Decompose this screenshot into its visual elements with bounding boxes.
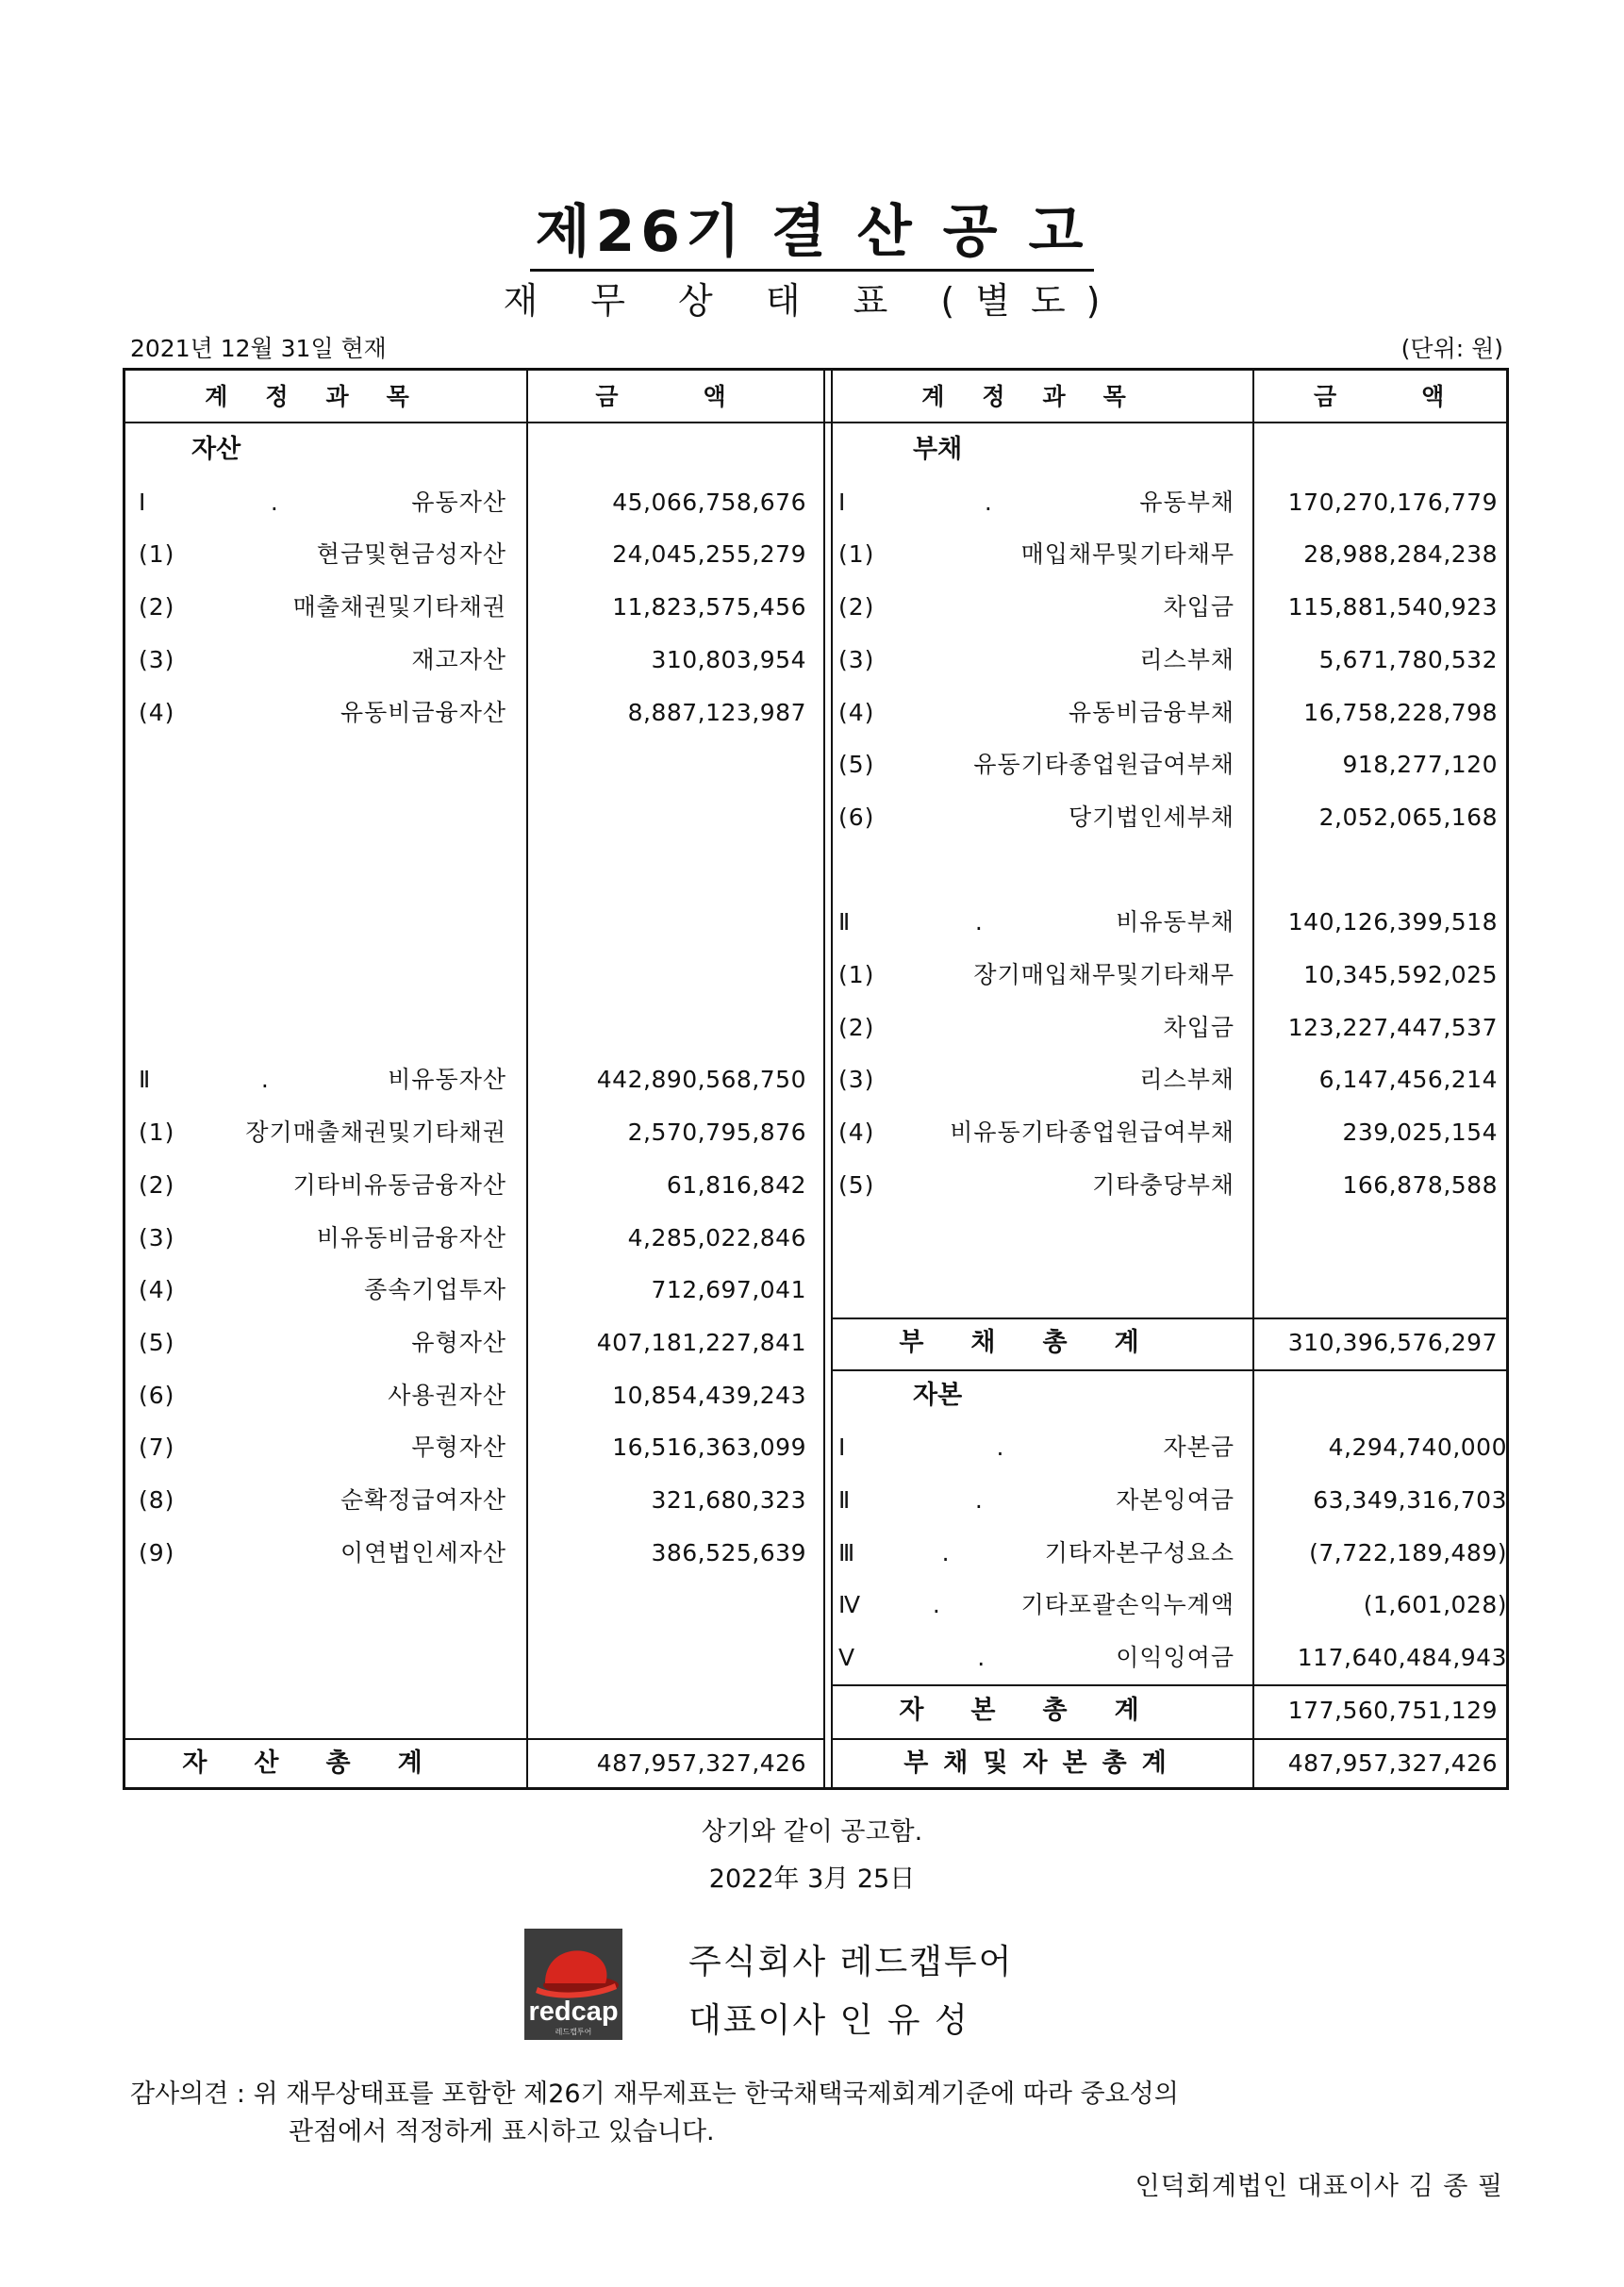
asset-row-label: (4) 종속기업투자 [139,1276,506,1304]
liability-row-label: (1) 장기매입채무및기타채무 [838,961,1235,988]
liability-row-amount: 166,878,588 [1342,1170,1498,1199]
liability-row-label: Ⅰ. 유동부채 [838,488,1235,516]
statement-subtitle: 재 무 상 태 표 (별도) [503,280,1121,322]
liability-row-label: (4) 비유동기타종업원급여부채 [838,1119,1235,1147]
equity-total-label: 자본총계 [899,1695,1186,1725]
equity-row-amount: (1,601,028) [1363,1591,1507,1619]
liability-row-label: (5) 기타충당부채 [838,1170,1235,1199]
asset-row-label: (9) 이연법인세자산 [139,1538,506,1566]
asset-row-amount: 712,697,041 [651,1276,806,1304]
asset-row-amount: 16,516,363,099 [612,1434,806,1462]
ceo-name: 대표이사 인 유 성 [688,2001,969,2040]
liability-row-amount: 115,881,540,923 [1287,593,1498,621]
liability-row-label: (6) 당기법인세부채 [838,803,1235,831]
liability-row-amount: 6,147,456,214 [1318,1066,1498,1094]
asset-row-label: (5) 유형자산 [139,1328,506,1356]
liability-row-amount: 140,126,399,518 [1287,908,1498,936]
liability-row-label: (2) 차입금 [838,593,1235,621]
equity-row-label: Ⅰ. 자본금 [838,1434,1235,1462]
header-amount-left: 금액 [595,383,811,410]
assets-total-label: 자산총계 [182,1748,470,1778]
equity-row-amount: 4,294,740,000 [1328,1434,1507,1462]
liability-row-label: Ⅱ. 비유동부채 [838,908,1235,936]
logo-wordmark: redcap [528,1997,619,2027]
assets-section-label: 자산 [191,435,241,464]
liability-row-label: (3) 리스부채 [838,645,1235,673]
asset-row-amount: 61,816,842 [666,1170,806,1199]
asset-row-label: Ⅰ. 유동자산 [139,488,506,516]
liability-row-amount: 10,345,592,025 [1303,961,1498,988]
liability-row-amount: 2,052,065,168 [1318,803,1498,831]
equity-row-amount: 117,640,484,943 [1297,1644,1507,1672]
page-title: 제26기 결 산 공 고 [0,187,1624,268]
unit-label: (단위: 원) [1400,335,1503,362]
auditor-signature: 인덕회계법인 대표이사 김 종 필 [1135,2172,1503,2201]
asset-row-amount: 442,890,568,750 [596,1066,806,1094]
liability-row-amount: 239,025,154 [1342,1119,1498,1147]
header-amount-right: 금액 [1314,383,1530,410]
logo-subtext: 레드캡투어 [555,2028,592,2036]
equity-row-amount: 63,349,316,703 [1313,1486,1507,1514]
equity-total-amount: 177,560,751,129 [1287,1696,1498,1724]
asset-row-label: (1) 장기매출채권및기타채권 [139,1119,506,1147]
asset-row-label: (2) 매출채권및기타채권 [139,593,506,621]
company-logo [524,1929,622,2040]
col-divider [1252,371,1254,1787]
header-account-left: 계정과목 [205,383,447,410]
equity-row-amount: (7,722,189,489) [1309,1538,1507,1566]
asset-row-amount: 8,887,123,987 [627,698,806,726]
asset-row-label: Ⅱ. 비유동자산 [139,1066,506,1094]
company-name: 주식회사 레드캡투어 [688,1943,1014,1981]
equity-row-label: Ⅲ. 기타자본구성요소 [838,1538,1235,1566]
header-account-right: 계정과목 [921,383,1164,410]
liability-row-amount: 16,758,228,798 [1303,698,1498,726]
equity-row-label: Ⅴ. 이익잉여금 [838,1644,1235,1672]
audit-opinion-line1: 감사의견 : 위 재무상태표를 포함한 제26기 재무제표는 한국채택국제회계기준에 따라 중요성의 [130,2080,1179,2109]
grand-total-label: 부채및자본총계 [903,1748,1182,1778]
liability-row-amount: 918,277,120 [1342,751,1498,779]
asset-row-amount: 4,285,022,846 [627,1223,806,1251]
equity-row-label: Ⅱ. 자본잉여금 [838,1486,1235,1514]
liability-row-amount: 123,227,447,537 [1287,1013,1498,1041]
liability-row-amount: 5,671,780,532 [1318,645,1498,673]
asset-row-amount: 24,045,255,279 [612,540,806,569]
equity-section-label: 자본 [913,1380,963,1410]
notice-date: 2022年 3月 25日 [708,1864,916,1894]
asset-row-label: (4) 유동비금융자산 [139,698,506,726]
asset-row-label: (3) 비유동비금융자산 [139,1223,506,1251]
assets-total-amount: 487,957,327,426 [596,1748,806,1777]
col-divider [831,371,833,1787]
liability-row-amount: 170,270,176,779 [1287,488,1498,516]
asset-row-label: (2) 기타비유동금융자산 [139,1170,506,1199]
asset-row-amount: 386,525,639 [651,1538,806,1566]
col-divider [823,371,825,1787]
asset-row-amount: 310,803,954 [651,645,806,673]
equity-row-label: Ⅳ. 기타포괄손익누계액 [838,1591,1235,1619]
asset-row-label: (8) 순확정급여자산 [139,1486,506,1514]
balance-sheet-table [123,368,1530,1790]
asset-row-amount: 321,680,323 [651,1486,806,1514]
asset-row-amount: 45,066,758,676 [612,488,806,516]
liability-row-label: (1) 매입채무및기타채무 [838,540,1235,569]
liabilities-total-label: 부채총계 [899,1327,1186,1357]
liability-row-label: (5) 유동기타종업원급여부채 [838,751,1235,779]
asset-row-amount: 11,823,575,456 [612,593,806,621]
asset-row-label: (1) 현금및현금성자산 [139,540,506,569]
asset-row-label: (7) 무형자산 [139,1434,506,1462]
asset-row-label: (3) 재고자산 [139,645,506,673]
grand-total-amount: 487,957,327,426 [1287,1748,1498,1777]
liabilities-total-amount: 310,396,576,297 [1287,1328,1498,1356]
asset-row-amount: 2,570,795,876 [627,1119,806,1147]
liabilities-section-label: 부채 [913,435,963,464]
liability-row-label: (2) 차입금 [838,1013,1235,1041]
col-divider [526,371,528,1787]
liability-row-label: (4) 유동비금융부채 [838,698,1235,726]
liability-row-label: (3) 리스부채 [838,1066,1235,1094]
audit-opinion-line2: 관점에서 적정하게 표시하고 있습니다. [289,2117,715,2146]
report-date: 2021년 12월 31일 현재 [130,335,387,362]
asset-row-label: (6) 사용권자산 [139,1381,506,1409]
liability-row-amount: 28,988,284,238 [1303,540,1498,569]
asset-row-amount: 10,854,439,243 [612,1381,806,1409]
notice-text: 상기와 같이 공고함. [701,1817,923,1847]
asset-row-amount: 407,181,227,841 [596,1328,806,1356]
